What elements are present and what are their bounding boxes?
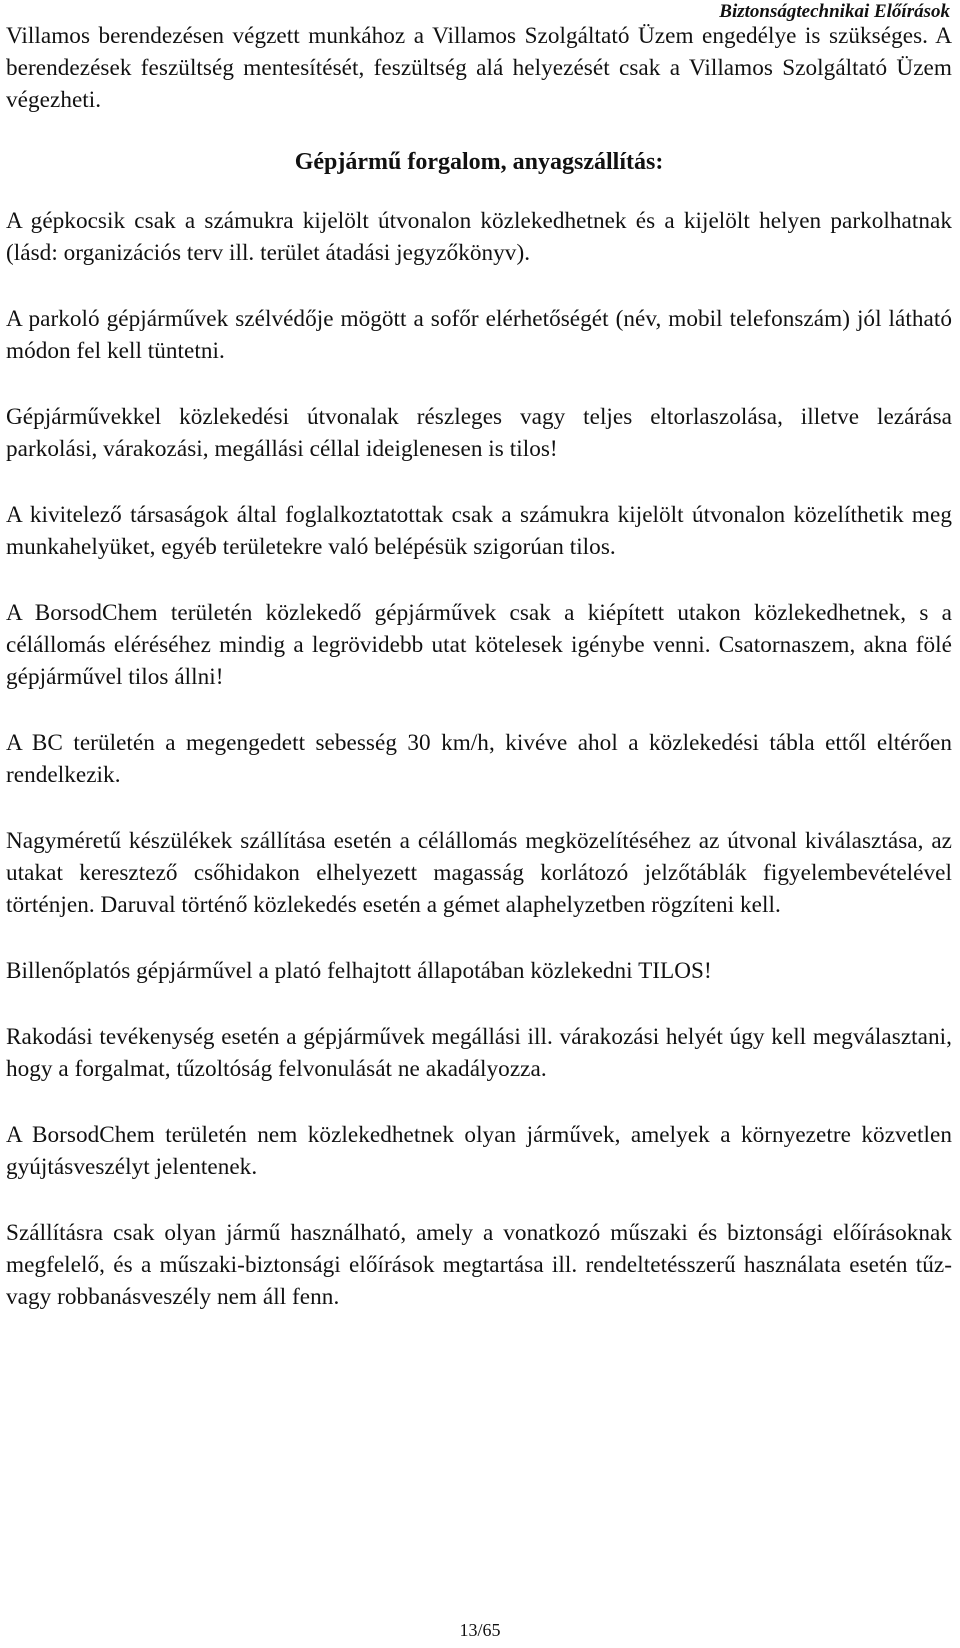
paragraph-ignition-hazard: A BorsodChem területén nem közlekedhetnek olyan járművek, amelyek a környezetre közvetlen gyújtásveszélyt jelentenek. — [6, 1122, 952, 1180]
page-content — [6, 20, 952, 1313]
paragraph-contractor-routes: A kivitelező társaságok által foglalkoztatottak csak a számukra kijelölt útvonalon közelíthetik meg munkahelyüket, egyéb területekre való belépésük szigorúan tilos. — [6, 502, 952, 560]
paragraph-blocking-prohibited: Gépjárművekkel közlekedési útvonalak részleges vagy teljes eltorlaszolása, illetve lezárása parkolási, várakozási, megállási céllal ideiglenesen is tilos! — [6, 404, 952, 462]
paragraph-parking-routes: A gépkocsik csak a számukra kijelölt útvonalon közlekedhetnek és a kijelölt helyen parkolhatnak (lásd: organizációs terv ill. terület átadási jegyzőkönyv). — [6, 208, 952, 266]
paragraph-speed-limit: A BC területén a megengedett sebesség 30 km/h, kivéve ahol a közlekedési tábla ettől eltérően rendelkezik. — [6, 730, 952, 788]
paragraph-large-equipment: Nagyméretű készülékek szállítása esetén a célállomás megközelítéséhez az útvonal kiválasztása, az utakat keresztező csőhidakon elhelyezett magasság korlátozó jelzőtáblák figyelembevételével történjen. Daruval történő közlekedés esetén a gémet alaphelyzetben rögzíteni kell. — [6, 828, 952, 918]
paragraph-tipper-truck: Billenőplatós gépjárművel a plató felhajtott állapotában közlekedni TILOS! — [6, 958, 712, 984]
intro-paragraph: Villamos berendezésen végzett munkához a Villamos Szolgáltató Üzem engedélye is szükséges. A berendezések feszültség mentesítését, feszültség alá helyezését csak a Villamos Szolgáltató Üzem végezheti. — [6, 23, 952, 113]
page-number: 13/65 — [459, 1620, 501, 1640]
paragraph-built-roads: A BorsodChem területén közlekedő gépjárművek csak a kiépített utakon közlekedhetnek, s a célállomás eléréséhez mindig a legrövidebb utat kötelesek igénybe venni. Csatornaszem, akna fölé gépjárművel tilos állni! — [6, 600, 952, 690]
section-heading: Gépjármű forgalom, anyagszállítás: — [294, 149, 664, 175]
running-header: Biztonságtechnikai Előírások — [719, 1, 950, 22]
paragraph-transport-vehicles: Szállításra csak olyan jármű használható, amely a vonatkozó műszaki és biztonsági előírásoknak megfelelő, és a műszaki-biztonsági előírások megtartása ill. rendeltetésszerű használata esetén tűz- vagy robbanásveszély nem áll fenn. — [6, 1220, 952, 1310]
paragraph-loading: Rakodási tevékenység esetén a gépjárművek megállási ill. várakozási helyét úgy kell megválasztani, hogy a forgalmat, tűzoltóság felvonulását ne akadályozza. — [6, 1024, 952, 1082]
paragraph-driver-contact: A parkoló gépjárművek szélvédője mögött a sofőr elérhetőségét (név, mobil telefonszám) jól látható módon fel kell tüntetni. — [6, 306, 952, 364]
